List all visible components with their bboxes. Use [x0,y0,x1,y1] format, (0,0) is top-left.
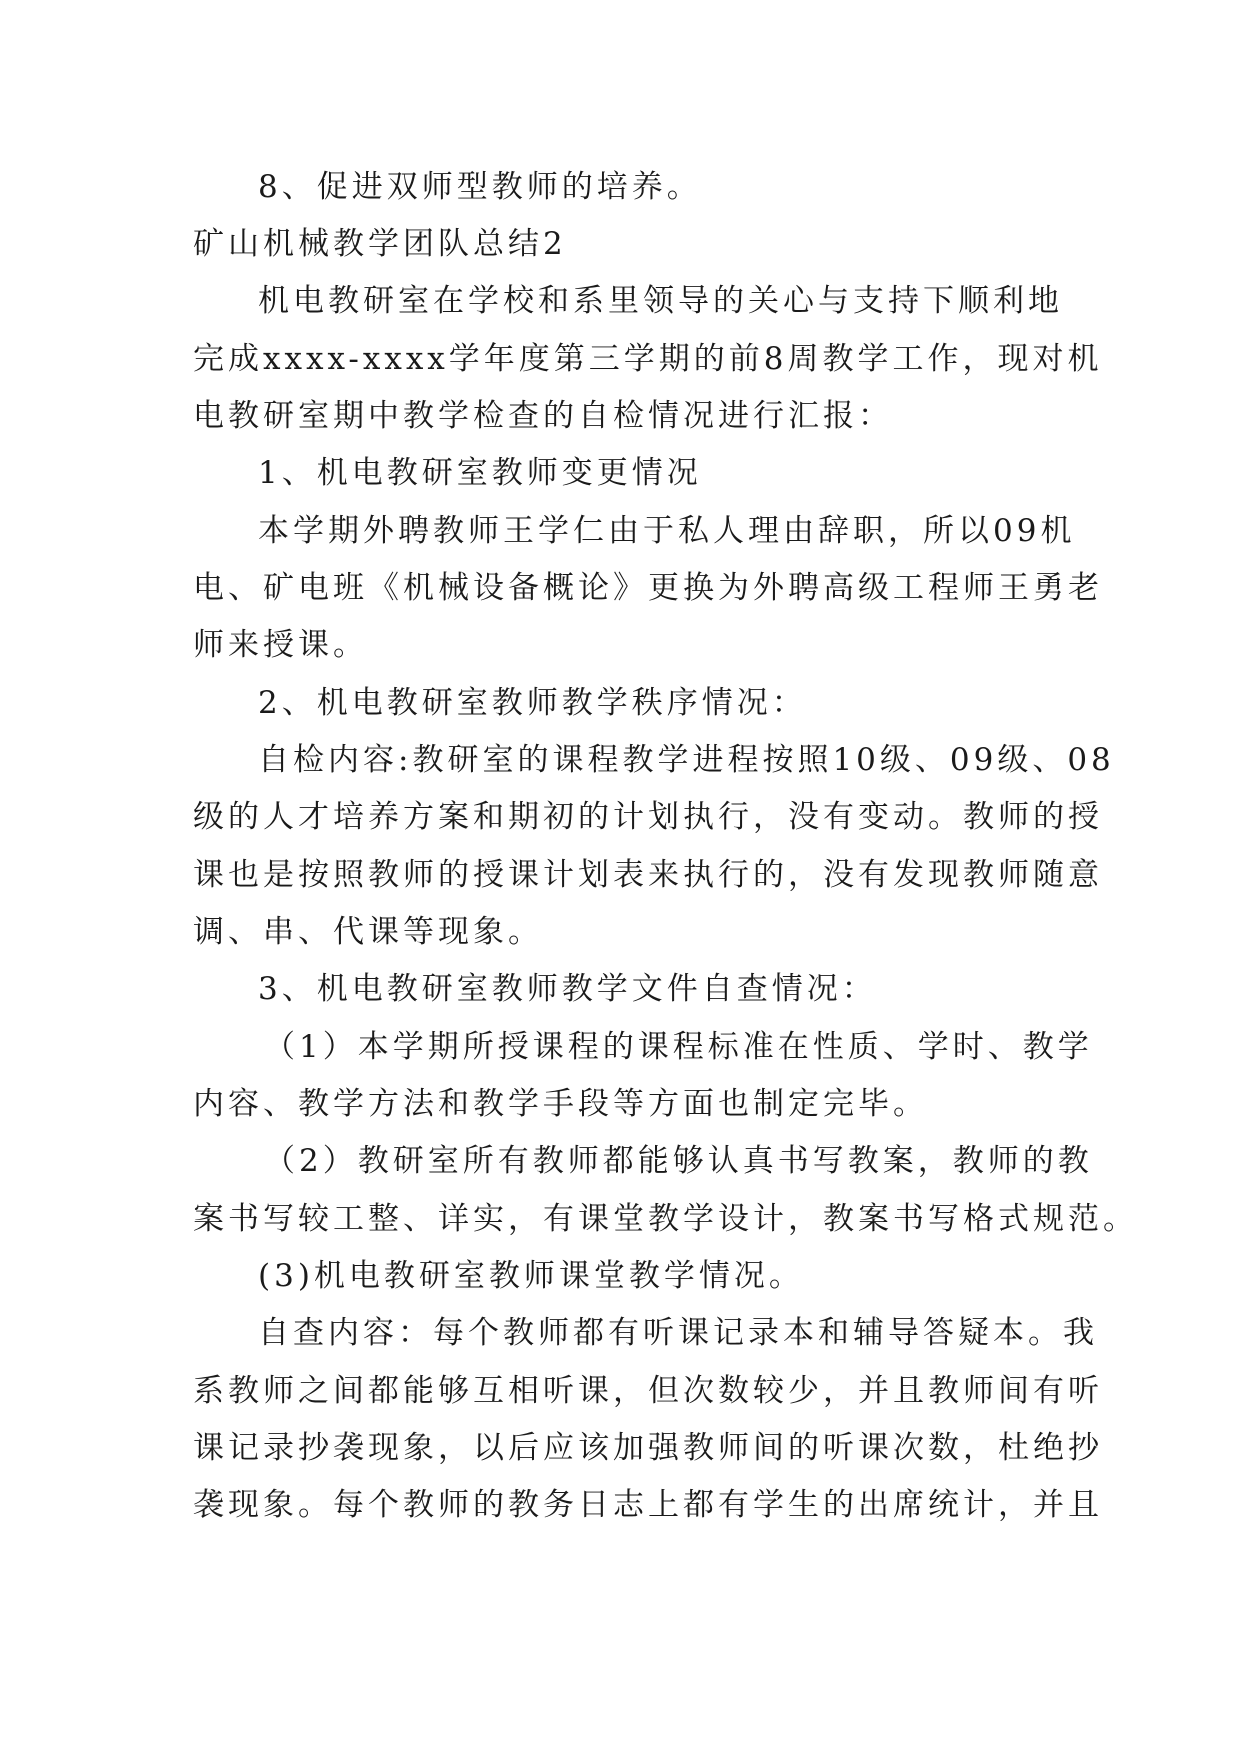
paragraph-line: 案书写较工整、详实，有课堂教学设计，教案书写格式规范。 [193,1201,1138,1237]
paragraph-line: 本学期外聘教师王学仁由于私人理由辞职，所以09机 [258,513,1076,549]
subheading-line: 1、机电教研室教师变更情况 [258,455,702,491]
section-heading: 矿山机械教学团队总结2 [193,226,567,262]
paragraph-line: 自查内容：每个教师都有听课记录本和辅导答疑本。我 [258,1315,1098,1351]
paragraph-line: 机电教研室在学校和系里领导的关心与支持下顺利地 [258,283,1063,319]
paragraph-line: 课记录抄袭现象，以后应该加强教师间的听课次数，杜绝抄 [193,1430,1103,1466]
paragraph-line: 级的人才培养方案和期初的计划执行，没有变动。教师的授 [193,799,1103,835]
paragraph-line: 师来授课。 [193,627,368,663]
subheading-line: 3、机电教研室教师教学文件自查情况： [258,971,877,1007]
paragraph-line: 袭现象。每个教师的教务日志上都有学生的出席统计，并且 [193,1487,1103,1523]
paragraph-line: （1）本学期所授课程的课程标准在性质、学时、教学 [264,1029,1093,1065]
subheading-line: 2、机电教研室教师教学秩序情况： [258,685,807,721]
paragraph-line: 调、串、代课等现象。 [193,914,543,950]
paragraph-line: 系教师之间都能够互相听课，但次数较少，并且教师间有听 [193,1373,1103,1409]
paragraph-line: 内容、教学方法和教学手段等方面也制定完毕。 [193,1086,928,1122]
subheading-line: (3)机电教研室教师课堂教学情况。 [258,1258,804,1294]
paragraph-line: 完成xxxx-xxxx学年度第三学期的前8周教学工作，现对机 [193,341,1103,377]
paragraph-line: （2）教研室所有教师都能够认真书写教案，教师的教 [264,1143,1093,1179]
paragraph-line: 电教研室期中教学检查的自检情况进行汇报： [193,398,893,434]
paragraph-line: 课也是按照教师的授课计划表来执行的，没有发现教师随意 [193,857,1103,893]
paragraph-line: 8、促进双师型教师的培养。 [258,169,702,205]
paragraph-line: 自检内容:教研室的课程教学进程按照10级、09级、08 [258,742,1115,778]
paragraph-line: 电、矿电班《机械设备概论》更换为外聘高级工程师王勇老 [193,570,1103,606]
